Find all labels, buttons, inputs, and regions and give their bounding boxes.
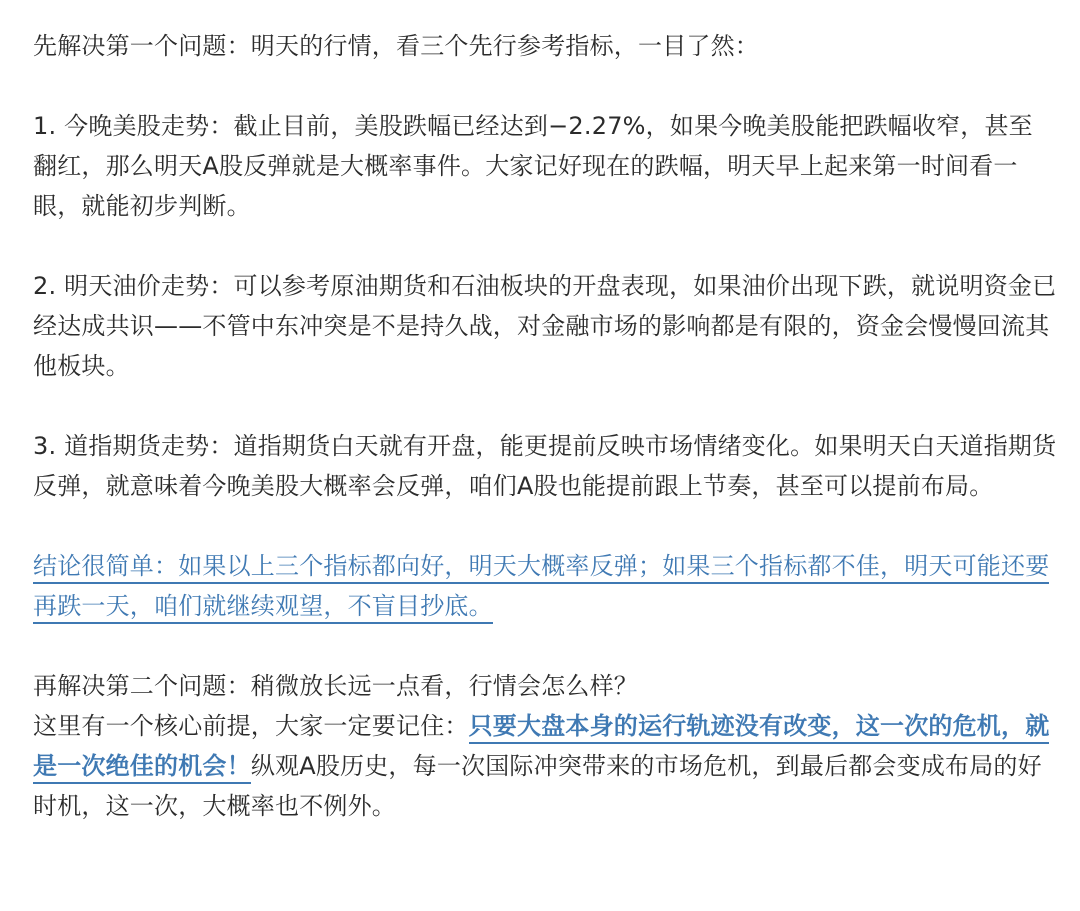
premise-paragraph bbox=[33, 706, 1057, 826]
premise-tail: 纵观A股历史，每一次国际冲突带来的市场危机，到最后都会变成布局的好时机，这一次，大概率也不例外。 bbox=[33, 752, 1042, 820]
paragraph-gap bbox=[33, 226, 1057, 266]
paragraph-gap bbox=[33, 506, 1057, 546]
indicator-oil-price-paragraph: 2. 明天油价走势：可以参考原油期货和石油板块的开盘表现，如果油价出现下跌，就说明资金已经达成共识——不管中东冲突是不是持久战，对金融市场的影响都是有限的，资金会慢慢回流其他板块。 bbox=[33, 272, 1057, 380]
intro-paragraph: 先解决第一个问题：明天的行情，看三个先行参考指标，一目了然： bbox=[33, 32, 759, 60]
conclusion-highlight: 结论很简单：如果以上三个指标都向好，明天大概率反弹；如果三个指标都不佳，明天可能还要再跌一天，咱们就继续观望，不盲目抄底。 bbox=[33, 552, 1049, 624]
paragraph-gap bbox=[33, 626, 1057, 666]
premise-highlight: 只要大盘本身的运行轨迹没有改变，这一次的危机，就是一次绝佳的机会！ bbox=[33, 712, 1049, 784]
conclusion-paragraph bbox=[33, 546, 1057, 626]
article-body bbox=[33, 26, 1057, 826]
paragraph-gap bbox=[33, 66, 1057, 106]
indicator-us-stocks-paragraph: 1. 今晚美股走势：截止目前，美股跌幅已经达到−2.27%，如果今晚美股能把跌幅收窄，甚至翻红，那么明天A股反弹就是大概率事件。大家记好现在的跌幅，明天早上起来第一时间看一眼，就能初步判断。 bbox=[33, 112, 1033, 220]
indicator-dow-futures-paragraph: 3. 道指期货走势：道指期货白天就有开盘，能更提前反映市场情绪变化。如果明天白天道指期货反弹，就意味着今晚美股大概率会反弹，咱们A股也能提前跟上节奏，甚至可以提前布局。 bbox=[33, 432, 1057, 500]
premise-lead: 这里有一个核心前提，大家一定要记住： bbox=[33, 712, 469, 740]
paragraph-gap bbox=[33, 386, 1057, 426]
second-question-paragraph: 再解决第二个问题：稍微放长远一点看，行情会怎么样？ bbox=[33, 672, 638, 700]
